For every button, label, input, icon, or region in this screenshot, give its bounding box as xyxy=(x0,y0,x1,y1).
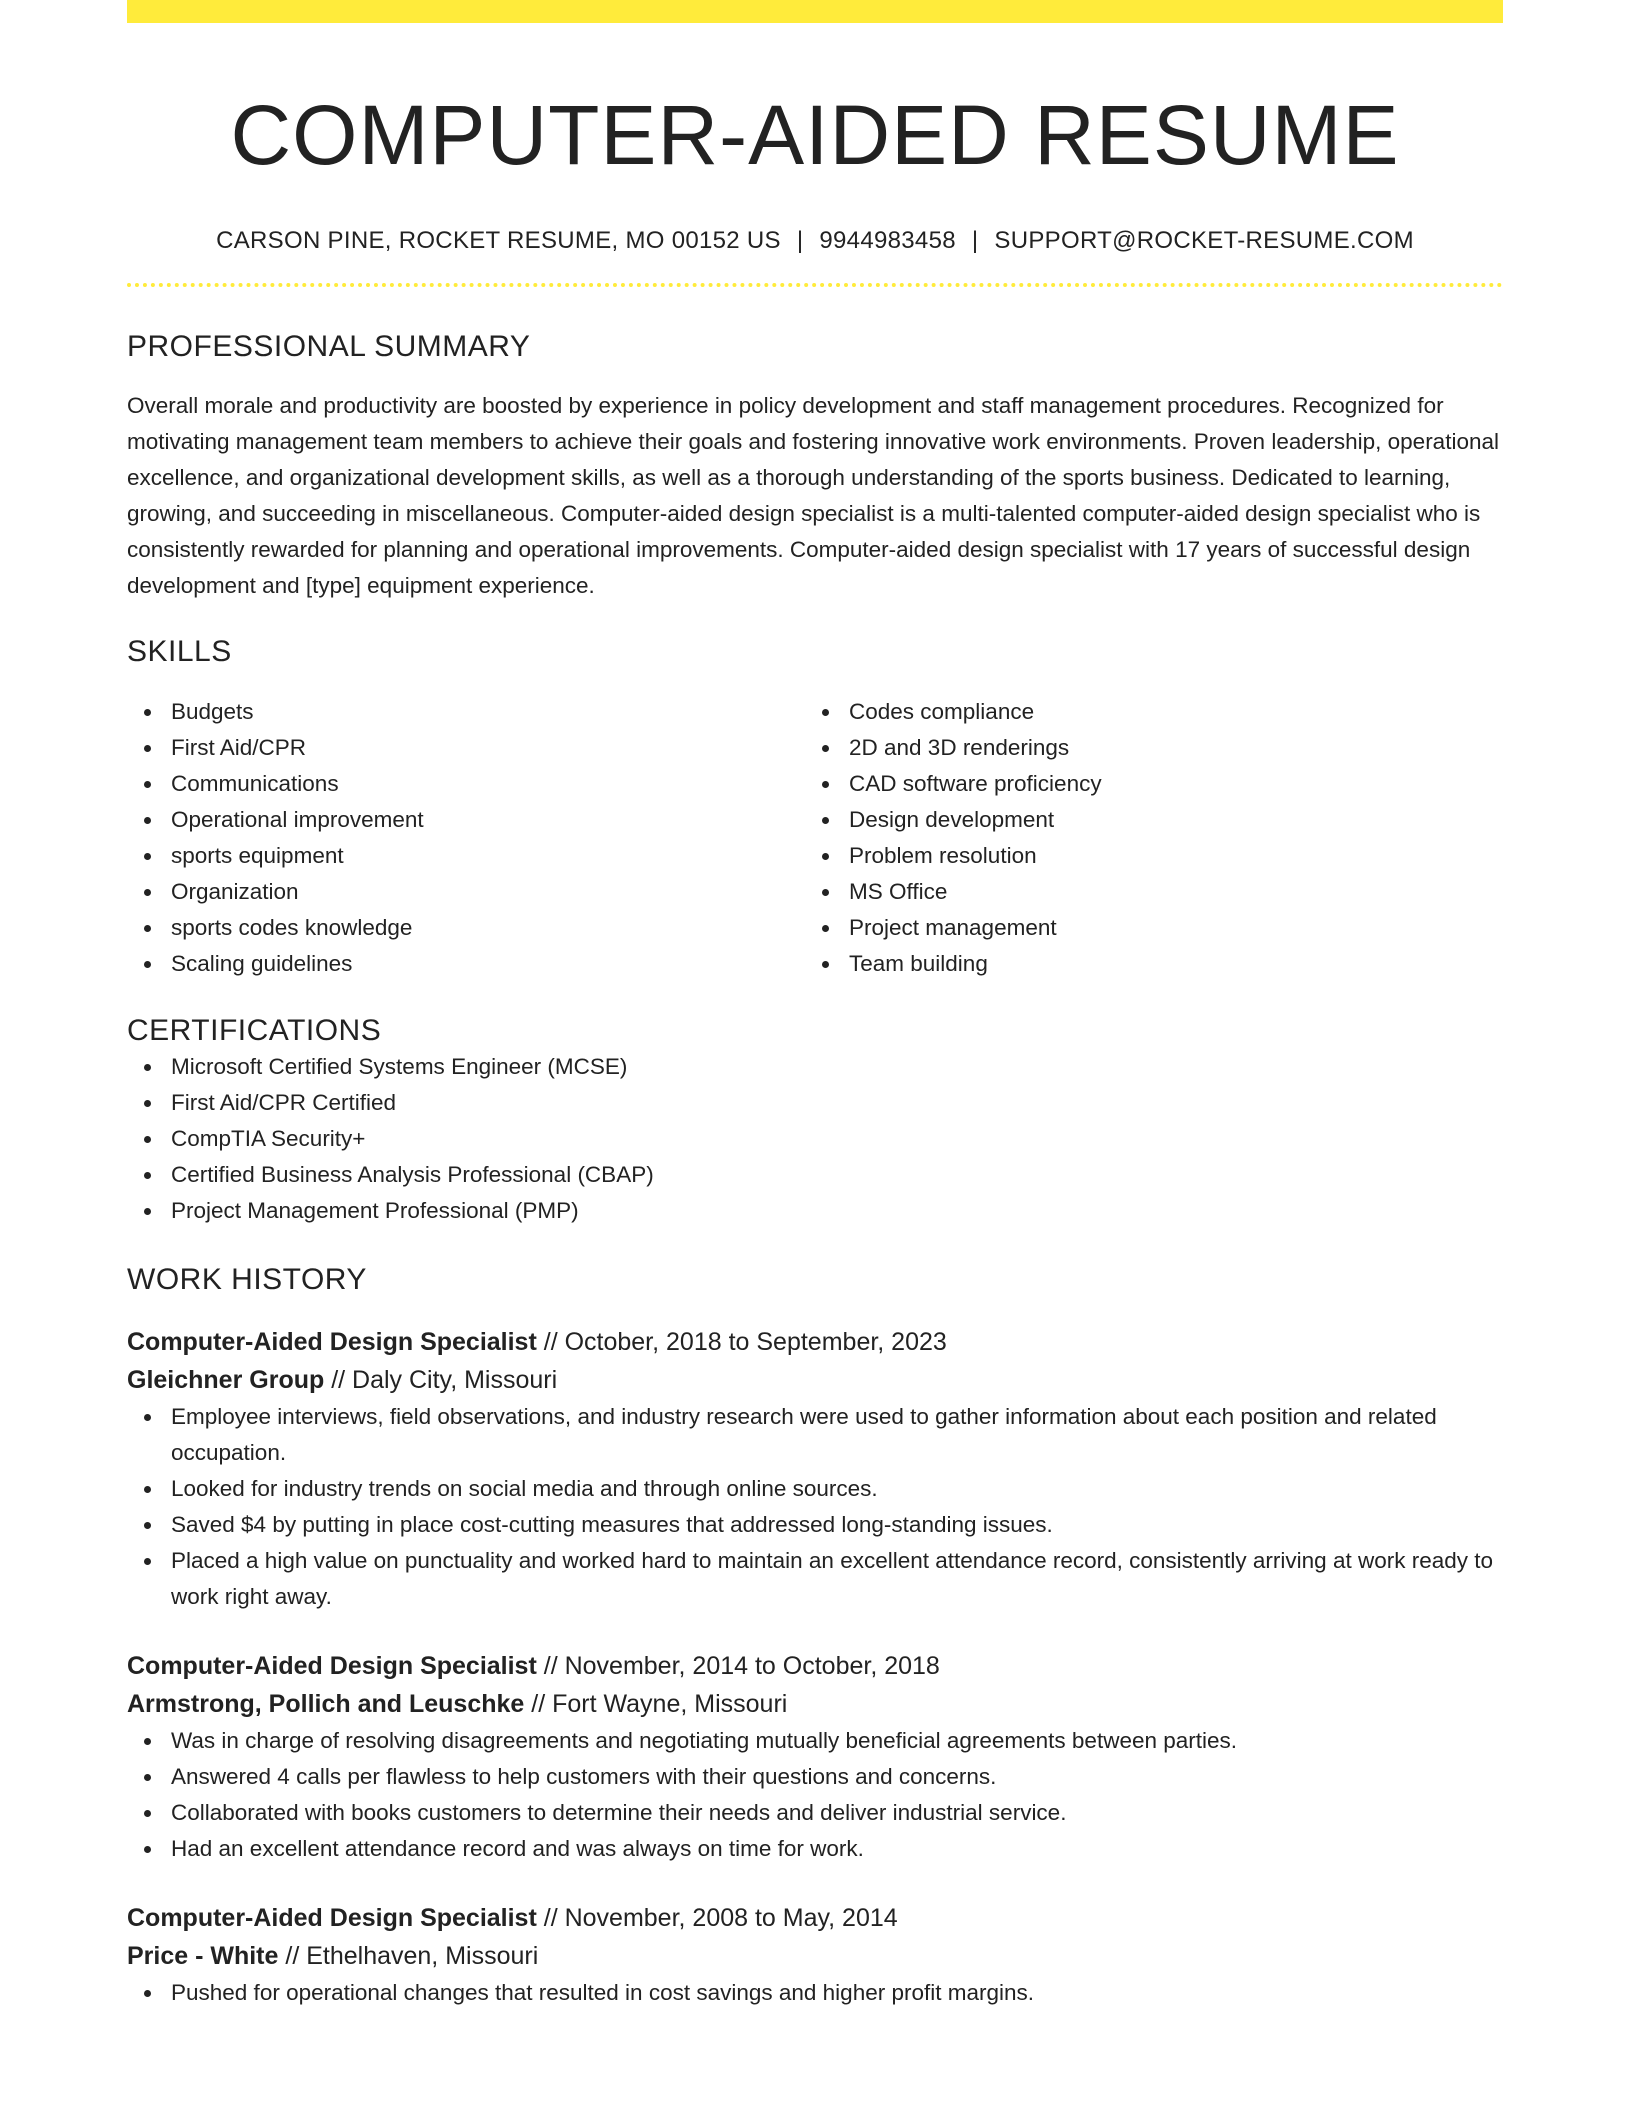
bullet-icon xyxy=(144,889,151,896)
contact-separator: | xyxy=(971,227,979,254)
list-item-text: sports codes knowledge xyxy=(171,915,413,940)
bullet-icon xyxy=(822,781,829,788)
job-dates: // November, 2008 to May, 2014 xyxy=(536,1904,898,1932)
bullet-icon xyxy=(144,1774,151,1781)
list-item-text: Microsoft Certified Systems Engineer (MCSE) xyxy=(171,1054,628,1079)
contact-email: SUPPORT@ROCKET-RESUME.COM xyxy=(994,227,1414,254)
list-item-text: Communications xyxy=(171,771,339,796)
work-history-heading: WORK HISTORY xyxy=(127,1263,367,1296)
list-item-text: Certified Business Analysis Professional (CBAP) xyxy=(171,1162,654,1187)
bullet-icon xyxy=(144,1414,151,1421)
job-dates: // November, 2014 to October, 2018 xyxy=(536,1652,940,1680)
bullet-icon xyxy=(144,745,151,752)
job-company: Armstrong, Pollich and Leuschke xyxy=(127,1690,525,1718)
skills-right-list xyxy=(805,694,1483,982)
summary-text: Overall morale and productivity are boosted by experience in policy development and staff management procedures. Recognized for motivating management team members to achieve their goals and fostering innovative work environments. Proven leadership, operational excellence, and organizational development skills, as well as a thorough understanding of the sports business. Dedicated to learning, growing, and succeeding in miscellaneous. Computer-aided design specialist is a multi-talented computer-aided design specialist who is consistently rewarded for planning and operational improvements. Computer-aided design specialist with 17 years of successful design development and [type] equipment experience. xyxy=(127,393,1499,598)
bullet-icon xyxy=(144,1846,151,1853)
bullet-icon xyxy=(144,817,151,824)
job-title-line xyxy=(127,1323,1503,1361)
list-item-text: Organization xyxy=(171,879,299,904)
job-entry xyxy=(127,1647,1503,1867)
skills-columns xyxy=(127,694,1503,982)
list-item xyxy=(805,838,1483,874)
list-item xyxy=(127,1471,1503,1507)
job-entry xyxy=(127,1323,1503,1615)
list-item xyxy=(127,946,805,982)
contact-separator: | xyxy=(796,227,804,254)
list-item-text: CAD software proficiency xyxy=(849,771,1102,796)
header-divider xyxy=(127,283,1503,287)
certifications-heading: CERTIFICATIONS xyxy=(127,1014,382,1047)
bullet-icon xyxy=(822,853,829,860)
bullet-icon xyxy=(144,781,151,788)
list-item-text: Budgets xyxy=(171,699,254,724)
list-item-text: Placed a high value on punctuality and worked hard to maintain an excellent attendance record, consistently arriving at work ready to work right away. xyxy=(171,1548,1494,1609)
job-location: // Daly City, Missouri xyxy=(324,1366,558,1394)
bullet-icon xyxy=(144,1810,151,1817)
list-item xyxy=(127,1759,1503,1795)
list-item-text: Pushed for operational changes that resulted in cost savings and higher profit margins. xyxy=(171,1980,1035,2005)
job-title: Computer-Aided Design Specialist xyxy=(127,1652,537,1680)
job-bullets xyxy=(127,1723,1503,1867)
list-item xyxy=(127,766,805,802)
job-title-line xyxy=(127,1899,1503,1937)
bullet-icon xyxy=(144,1136,151,1143)
list-item-text: Answered 4 calls per flawless to help customers with their questions and concerns. xyxy=(171,1764,997,1789)
bullet-icon xyxy=(822,817,829,824)
list-item-text: Scaling guidelines xyxy=(171,951,353,976)
bullet-icon xyxy=(144,1172,151,1179)
contact-line xyxy=(127,226,1503,256)
list-item xyxy=(127,1399,1503,1471)
bullet-icon xyxy=(144,1558,151,1565)
list-item-text: sports equipment xyxy=(171,843,344,868)
list-item-text: Operational improvement xyxy=(171,807,424,832)
list-item xyxy=(127,694,805,730)
bullet-icon xyxy=(822,889,829,896)
list-item xyxy=(127,730,805,766)
list-item xyxy=(127,910,805,946)
list-item xyxy=(805,910,1483,946)
list-item xyxy=(805,694,1483,730)
list-item xyxy=(805,730,1483,766)
bullet-icon xyxy=(144,1100,151,1107)
list-item-text: Collaborated with books customers to determine their needs and deliver industrial service. xyxy=(171,1800,1067,1825)
list-item xyxy=(127,1085,1503,1121)
bullet-icon xyxy=(144,1522,151,1529)
list-item xyxy=(805,874,1483,910)
job-dates: // October, 2018 to September, 2023 xyxy=(536,1328,947,1356)
list-item xyxy=(127,1543,1503,1615)
job-entry xyxy=(127,1899,1503,2011)
skills-left-column xyxy=(127,694,805,982)
job-company: Price - White xyxy=(127,1942,279,1970)
list-item-text: Team building xyxy=(849,951,988,976)
top-accent-bar xyxy=(127,0,1503,23)
certifications-list xyxy=(127,1049,1503,1229)
bullet-icon xyxy=(144,1208,151,1215)
contact-phone: 9944983458 xyxy=(819,227,956,254)
summary-heading: PROFESSIONAL SUMMARY xyxy=(127,330,531,363)
list-item-text: Was in charge of resolving disagreements and negotiating mutually beneficial agreements between parties. xyxy=(171,1728,1238,1753)
bullet-icon xyxy=(144,1738,151,1745)
job-company-line xyxy=(127,1937,1503,1975)
list-item xyxy=(127,1507,1503,1543)
list-item-text: CompTIA Security+ xyxy=(171,1126,366,1151)
list-item xyxy=(127,838,805,874)
list-item xyxy=(805,766,1483,802)
skills-heading: SKILLS xyxy=(127,635,232,668)
list-item-text: Project Management Professional (PMP) xyxy=(171,1198,579,1223)
list-item xyxy=(127,1975,1503,2011)
list-item-text: 2D and 3D renderings xyxy=(849,735,1070,760)
bullet-icon xyxy=(822,961,829,968)
resume-page xyxy=(127,0,1503,2011)
list-item xyxy=(127,1723,1503,1759)
bullet-icon xyxy=(144,709,151,716)
job-company: Gleichner Group xyxy=(127,1366,325,1394)
bullet-icon xyxy=(822,925,829,932)
skills-left-list xyxy=(127,694,805,982)
bullet-icon xyxy=(144,1064,151,1071)
job-location: // Fort Wayne, Missouri xyxy=(524,1690,788,1718)
list-item xyxy=(127,1121,1503,1157)
job-title-line xyxy=(127,1647,1503,1685)
list-item xyxy=(127,802,805,838)
work-history-list xyxy=(127,1323,1503,2011)
list-item-text: MS Office xyxy=(849,879,948,904)
list-item xyxy=(127,1795,1503,1831)
list-item-text: Looked for industry trends on social media and through online sources. xyxy=(171,1476,878,1501)
list-item xyxy=(127,1049,1503,1085)
list-item xyxy=(805,946,1483,982)
list-item xyxy=(805,802,1483,838)
bullet-icon xyxy=(144,961,151,968)
list-item-text: Had an excellent attendance record and was always on time for work. xyxy=(171,1836,864,1861)
resume-title: COMPUTER-AIDED RESUME xyxy=(230,88,1400,182)
list-item-text: First Aid/CPR Certified xyxy=(171,1090,397,1115)
bullet-icon xyxy=(144,853,151,860)
contact-address: CARSON PINE, ROCKET RESUME, MO 00152 US xyxy=(216,227,781,254)
bullet-icon xyxy=(144,1990,151,1997)
job-company-line xyxy=(127,1685,1503,1723)
list-item-text: Codes compliance xyxy=(849,699,1035,724)
list-item-text: Project management xyxy=(849,915,1057,940)
job-title: Computer-Aided Design Specialist xyxy=(127,1328,537,1356)
bullet-icon xyxy=(822,745,829,752)
list-item xyxy=(127,1157,1503,1193)
bullet-icon xyxy=(144,925,151,932)
job-bullets xyxy=(127,1399,1503,1615)
job-bullets xyxy=(127,1975,1503,2011)
list-item xyxy=(127,1193,1503,1229)
bullet-icon xyxy=(144,1486,151,1493)
list-item-text: Saved $4 by putting in place cost-cutting measures that addressed long-standing issues. xyxy=(171,1512,1053,1537)
job-company-line xyxy=(127,1361,1503,1399)
list-item-text: Employee interviews, field observations, and industry research were used to gather information about each position and related occupation. xyxy=(171,1404,1437,1465)
list-item xyxy=(127,1831,1503,1867)
bullet-icon xyxy=(822,709,829,716)
job-location: // Ethelhaven, Missouri xyxy=(278,1942,539,1970)
job-title: Computer-Aided Design Specialist xyxy=(127,1904,537,1932)
list-item-text: Problem resolution xyxy=(849,843,1037,868)
list-item-text: First Aid/CPR xyxy=(171,735,307,760)
skills-right-column xyxy=(805,694,1483,982)
list-item xyxy=(127,874,805,910)
list-item-text: Design development xyxy=(849,807,1055,832)
